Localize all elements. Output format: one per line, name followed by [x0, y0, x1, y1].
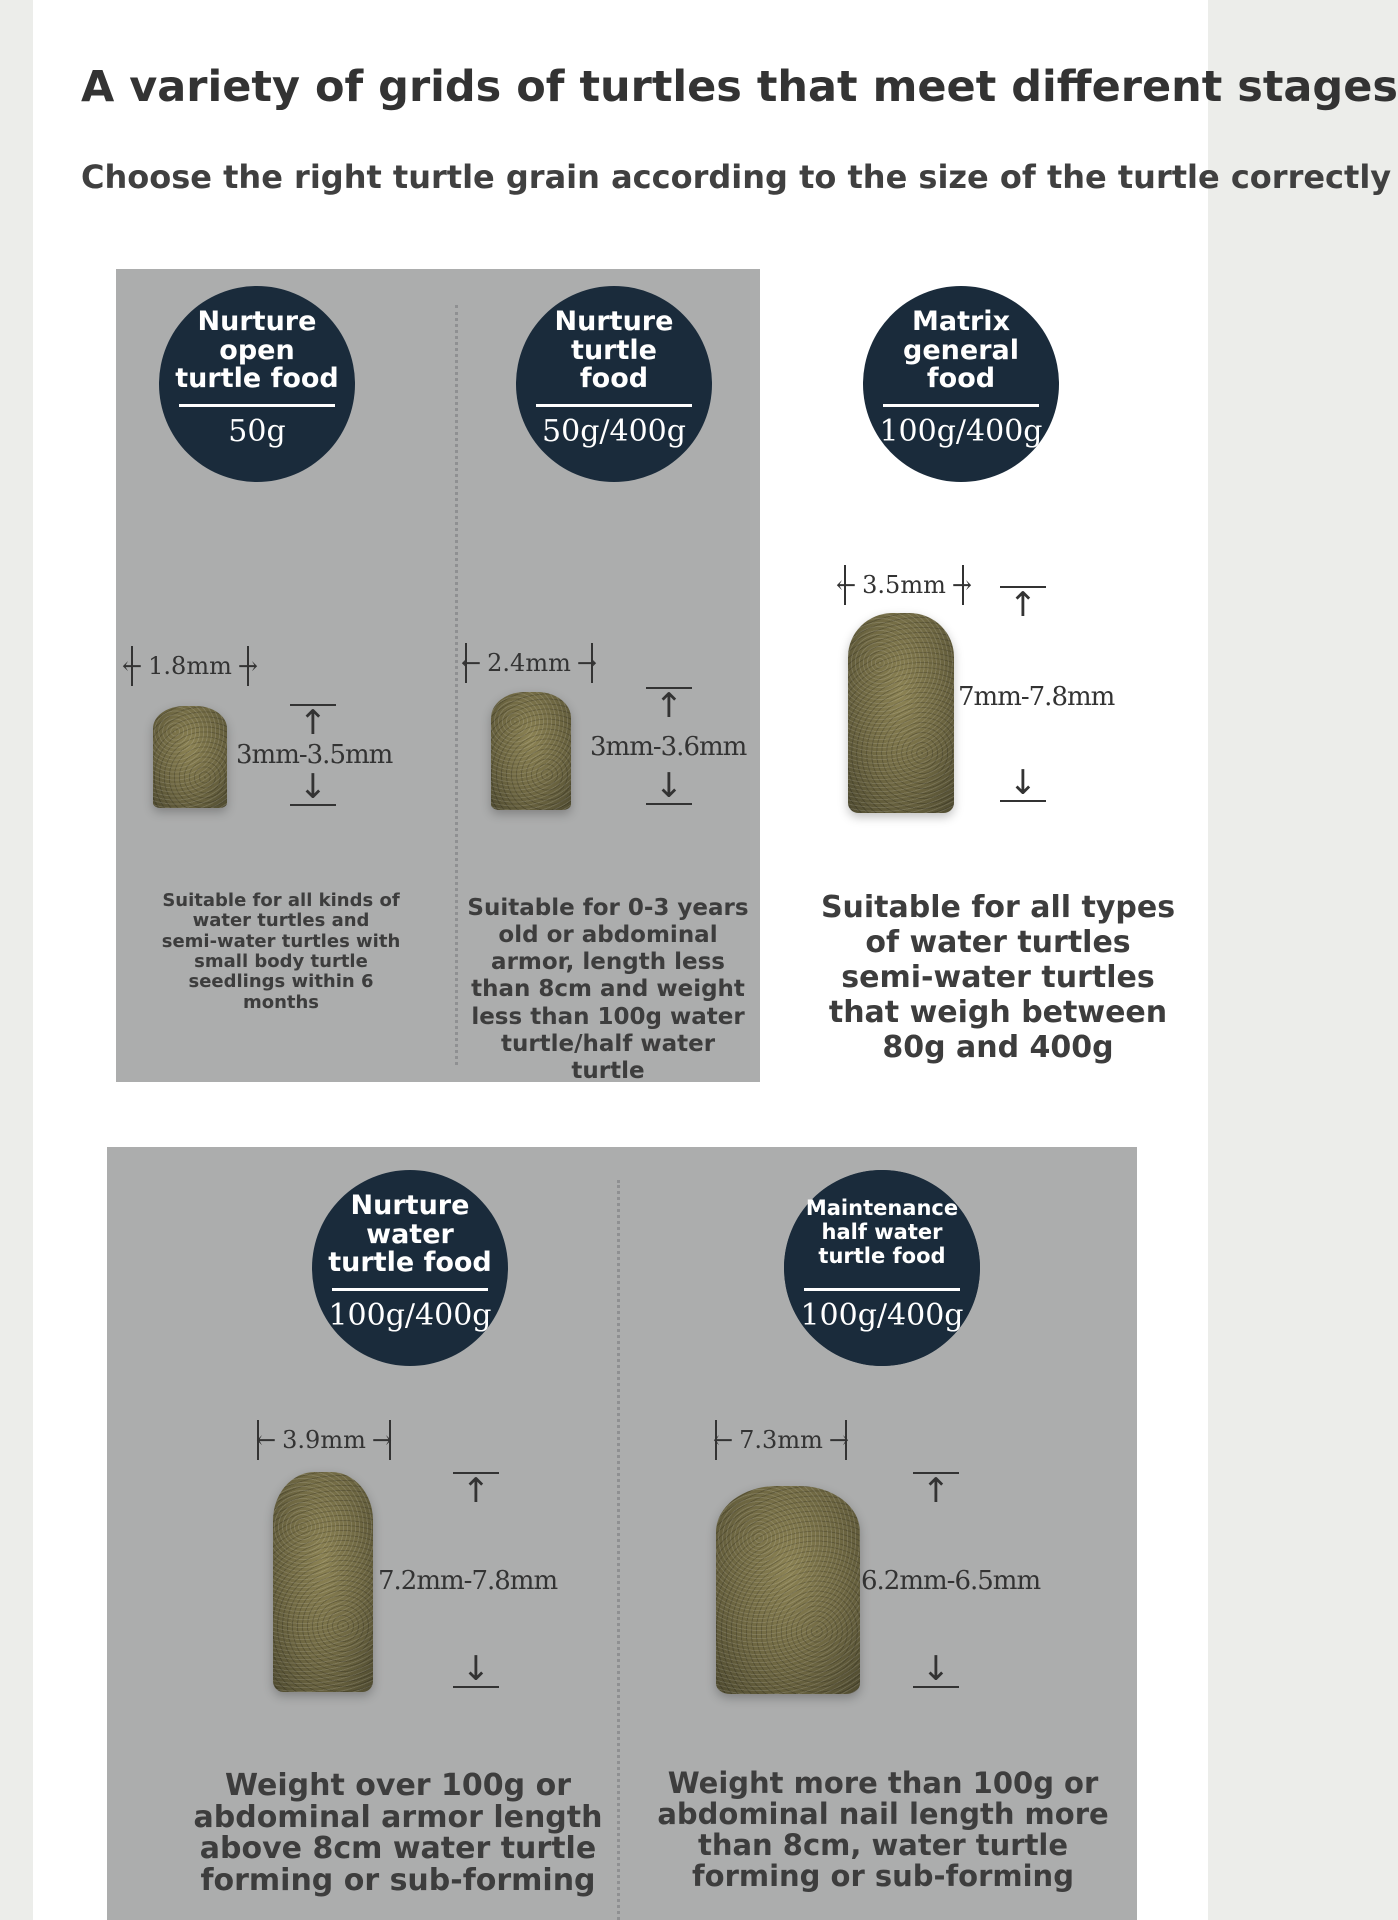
badge-divider: [332, 1288, 488, 1291]
product-weight: 100g/400g: [328, 1298, 492, 1333]
down-arrow-icon: ↓: [1008, 763, 1038, 803]
pellet-image: [153, 706, 227, 808]
down-arrow-icon: ↓: [921, 1649, 951, 1689]
width-label: 2.4mm: [487, 649, 571, 677]
badge-divider: [179, 404, 335, 407]
pellet-image: [491, 692, 571, 810]
product-description: Weight over 100g or abdominal armor length above 8cm water turtle forming or sub-forming: [193, 1768, 603, 1898]
page-title: A variety of grids of turtles that meet different stages: [81, 62, 1398, 112]
product-description: Suitable for all types of water turtles semi-water turtles that weigh between 80g and 400g: [820, 890, 1176, 1066]
height-label: 6.2mm-6.5mm: [861, 1566, 1041, 1596]
product-description: Suitable for 0-3 years old or abdominal armor, length less than 8cm and weight less than 100g water turtle/half water turtle: [467, 895, 749, 1084]
down-arrow-icon: ↓: [461, 1649, 491, 1689]
up-arrow-icon: ↑: [461, 1471, 491, 1511]
product-badge: [159, 286, 355, 482]
product-weight: 50g: [228, 414, 286, 449]
product-name: Nurture turtle food: [554, 306, 674, 395]
right-arrow-icon: →: [828, 1426, 849, 1454]
up-arrow-icon: ↑: [654, 686, 684, 726]
up-arrow-icon: ↑: [921, 1471, 951, 1511]
pellet-image: [273, 1472, 373, 1692]
width-dimension: [122, 646, 258, 686]
left-arrow-icon: ←: [461, 649, 482, 677]
page-subtitle: Choose the right turtle grain according to the size of the turtle correctly: [81, 158, 1392, 196]
product-badge: [312, 1170, 508, 1366]
down-arrow-icon: ↓: [654, 766, 684, 806]
height-label: 3mm-3.5mm: [236, 740, 393, 770]
product-name: Matrix general food: [903, 306, 1019, 395]
product-name: Nurture water turtle food: [328, 1190, 492, 1279]
bottom-divider: [617, 1180, 620, 1920]
product-description: Suitable for all kinds of water turtles and semi-water turtles with small body turtle seedlings within 6 months: [161, 890, 401, 1013]
product-description: Weight more than 100g or abdominal nail length more than 8cm, water turtle forming or sub-forming: [657, 1766, 1109, 1894]
height-label: 3mm-3.6mm: [590, 732, 747, 762]
width-dimension: [836, 565, 972, 605]
top-divider: [455, 305, 458, 1065]
right-arrow-icon: →: [371, 1426, 392, 1454]
badge-divider: [536, 404, 692, 407]
width-label: 3.5mm: [862, 571, 946, 599]
left-arrow-icon: ←: [122, 652, 143, 680]
product-detail-page: [33, 0, 1398, 1920]
maintenance-badge: [784, 1170, 980, 1366]
left-arrow-icon: ←: [836, 571, 857, 599]
left-arrow-icon: ←: [256, 1426, 277, 1454]
badge-divider: [804, 1288, 960, 1291]
right-arrow-icon: →: [951, 571, 972, 599]
width-label: 1.8mm: [148, 652, 232, 680]
height-label: 7mm-7.8mm: [958, 682, 1115, 712]
pellet-image: [716, 1486, 860, 1694]
up-arrow-icon: ↑: [298, 703, 328, 743]
product-weight: 100g/400g: [800, 1298, 964, 1333]
product-badge: [863, 286, 1059, 482]
left-arrow-icon: ←: [713, 1426, 734, 1454]
width-label: 3.9mm: [282, 1426, 366, 1454]
right-arrow-icon: →: [576, 649, 597, 677]
pellet-image: [848, 613, 954, 813]
product-badge: [516, 286, 712, 482]
width-dimension: [257, 1420, 391, 1460]
product-name: Nurture open turtle food: [175, 306, 339, 395]
badge-divider: [883, 404, 1039, 407]
product-weight: 50g/400g: [542, 414, 686, 449]
up-arrow-icon: ↑: [1008, 585, 1038, 625]
right-arrow-icon: →: [237, 652, 258, 680]
product-name: Maintenance half water turtle food: [805, 1196, 959, 1269]
width-dimension: [461, 643, 597, 683]
height-label: 7.2mm-7.8mm: [378, 1566, 558, 1596]
width-label: 7.3mm: [739, 1426, 823, 1454]
width-dimension: [715, 1420, 847, 1460]
down-arrow-icon: ↓: [298, 767, 328, 807]
product-weight: 100g/400g: [879, 414, 1043, 449]
